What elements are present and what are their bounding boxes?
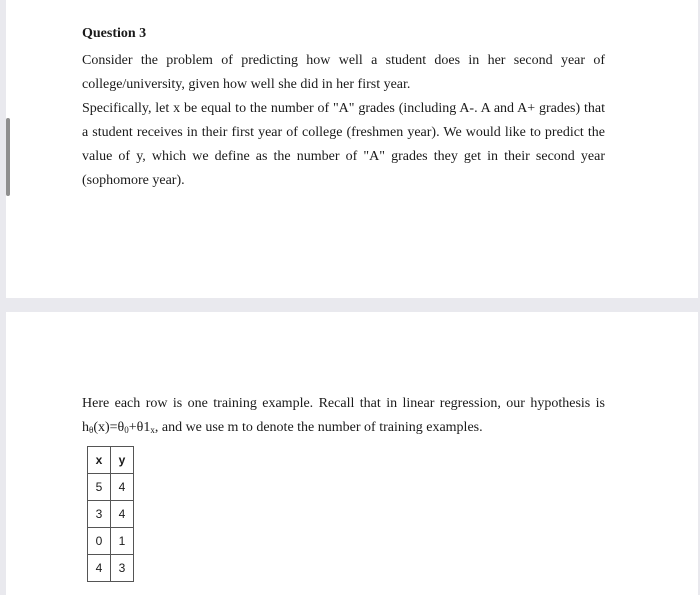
problem-definition: Specifically, let x be equal to the number of "A" grades (including A-. A and A+ grades) that a student receives in their first year of college (freshmen year). We would like to predict the value of y, which we define as the number of "A" grades they get in their second year (sophomore year). — [82, 101, 605, 188]
scrollbar-thumb[interactable] — [6, 118, 10, 196]
x-subscript: x — [150, 425, 155, 435]
cell-x: 3 — [88, 501, 111, 528]
cell-x: 0 — [88, 528, 111, 555]
hypothesis-body: (x)=θ — [93, 420, 125, 435]
explanation-tail: , and we use m to denote the number of training examples. — [154, 420, 483, 435]
training-data-table — [87, 446, 134, 582]
cell-x: 4 — [88, 555, 111, 582]
table-row — [88, 501, 134, 528]
question-title: Question 3 — [82, 26, 147, 41]
cell-x: 5 — [88, 474, 111, 501]
zero-subscript: 0 — [124, 425, 129, 435]
cell-y: 4 — [111, 474, 134, 501]
cell-y: 4 — [111, 501, 134, 528]
cell-y: 3 — [111, 555, 134, 582]
column-header-x: x — [88, 447, 111, 474]
table-header-row — [88, 447, 134, 474]
table-row — [88, 555, 134, 582]
column-header-y: y — [111, 447, 134, 474]
explanation-lead: Here each row is one training example. Recall that in linear regression, our hypothesis is h — [82, 396, 605, 435]
cell-y: 1 — [111, 528, 134, 555]
hypothesis-theta1: +θ1 — [128, 420, 151, 435]
problem-intro: Consider the problem of predicting how well a student does in her second year of college/university, given how well she did in her first year. — [82, 53, 605, 92]
table-row — [88, 528, 134, 555]
table-row — [88, 474, 134, 501]
theta-subscript: θ — [89, 425, 94, 435]
hypothesis-explanation — [82, 392, 605, 440]
